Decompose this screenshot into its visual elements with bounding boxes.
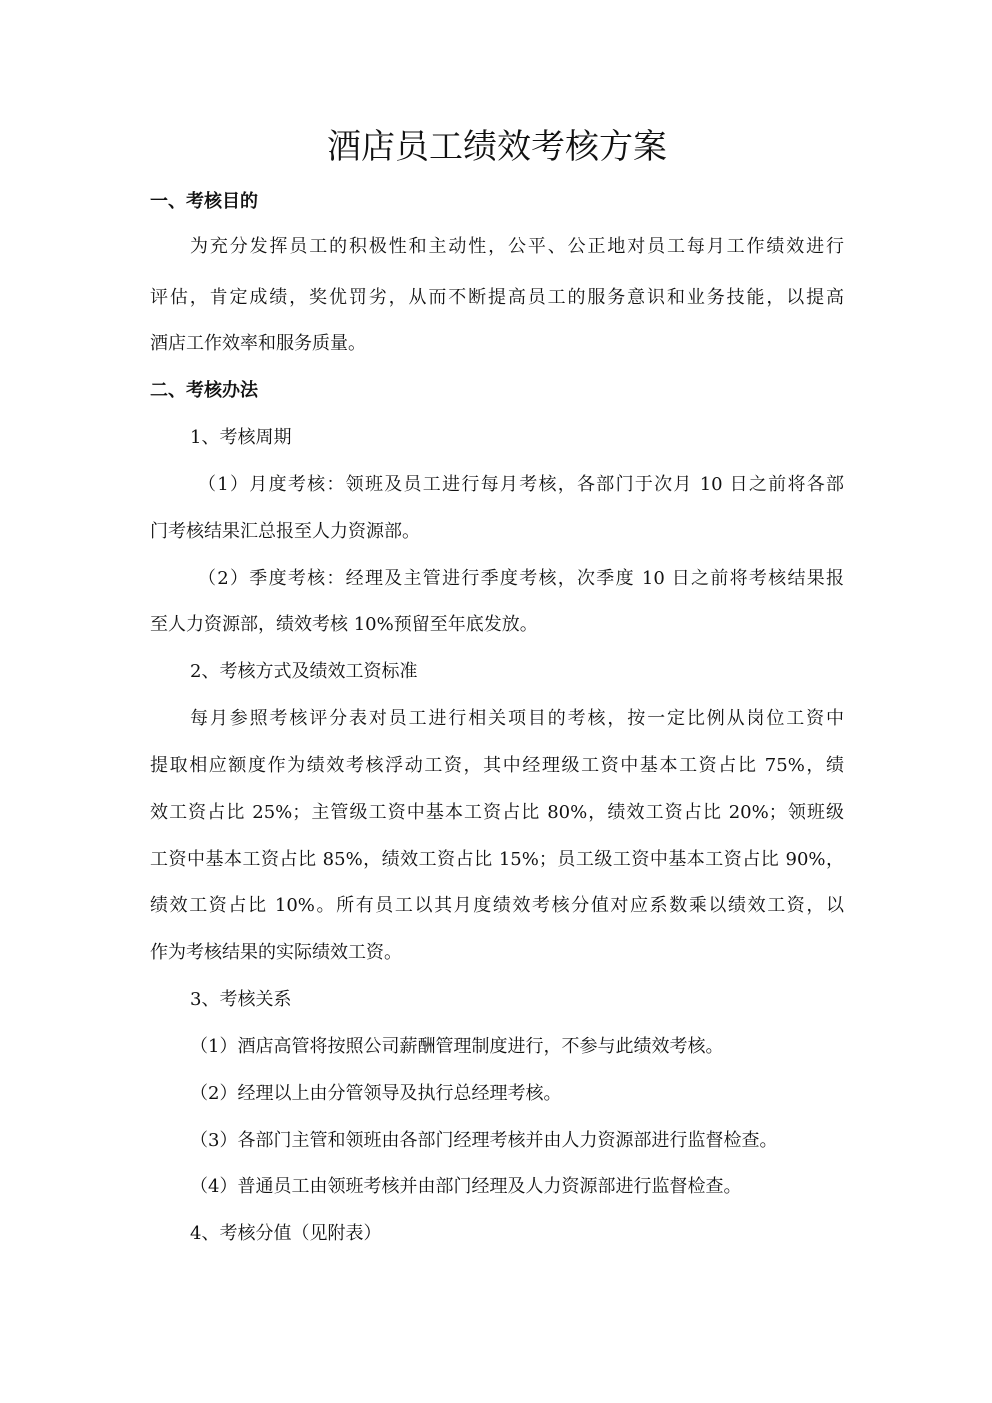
paragraph-line: （1）月度考核：领班及员工进行每月考核，各部门于次月 10 日之前将各部 [198, 474, 844, 495]
paragraph-line: 作为考核结果的实际绩效工资。 [150, 942, 402, 963]
subsection-heading-method: 2、考核方式及绩效工资标准 [190, 661, 418, 682]
paragraph-line: 为充分发挥员工的积极性和主动性，公平、公正地对员工每月工作绩效进行 [190, 236, 844, 257]
document-title: 酒店员工绩效考核方案 [327, 127, 667, 167]
subsection-heading-cycle: 1、考核周期 [190, 427, 292, 448]
paragraph-line: 工资中基本工资占比 85%，绩效工资占比 15%；员工级工资中基本工资占比 90%， [150, 849, 844, 870]
paragraph-line: 门考核结果汇总报至人力资源部。 [150, 521, 420, 542]
paragraph-line: 效工资占比 25%；主管级工资中基本工资占比 80%，绩效工资占比 20%；领班级 [150, 802, 844, 823]
section-heading-method: 二、考核办法 [150, 380, 258, 401]
paragraph-line: 评估，肯定成绩，奖优罚劣，从而不断提高员工的服务意识和业务技能，以提高 [150, 287, 844, 308]
paragraph-line: （2）季度考核：经理及主管进行季度考核，次季度 10 日之前将考核结果报 [198, 568, 844, 589]
paragraph-line: 至人力资源部，绩效考核 10%预留至年底发放。 [150, 614, 538, 635]
subsection-heading-score: 4、考核分值（见附表） [190, 1223, 382, 1244]
paragraph-line: 酒店工作效率和服务质量。 [150, 333, 366, 354]
section-heading-purpose: 一、考核目的 [150, 191, 258, 212]
paragraph-line: 每月参照考核评分表对员工进行相关项目的考核，按一定比例从岗位工资中 [190, 708, 844, 729]
list-item: （4）普通员工由领班考核并由部门经理及人力资源部进行监督检查。 [190, 1176, 742, 1197]
list-item: （1）酒店高管将按照公司薪酬管理制度进行，不参与此绩效考核。 [190, 1036, 724, 1057]
list-item: （2）经理以上由分管领导及执行总经理考核。 [190, 1083, 562, 1104]
paragraph-line: 绩效工资占比 10%。所有员工以其月度绩效考核分值对应系数乘以绩效工资，以 [150, 895, 844, 916]
subsection-heading-relations: 3、考核关系 [190, 989, 292, 1010]
paragraph-line: 提取相应额度作为绩效考核浮动工资，其中经理级工资中基本工资占比 75%，绩 [150, 755, 844, 776]
list-item: （3）各部门主管和领班由各部门经理考核并由人力资源部进行监督检查。 [190, 1130, 778, 1151]
